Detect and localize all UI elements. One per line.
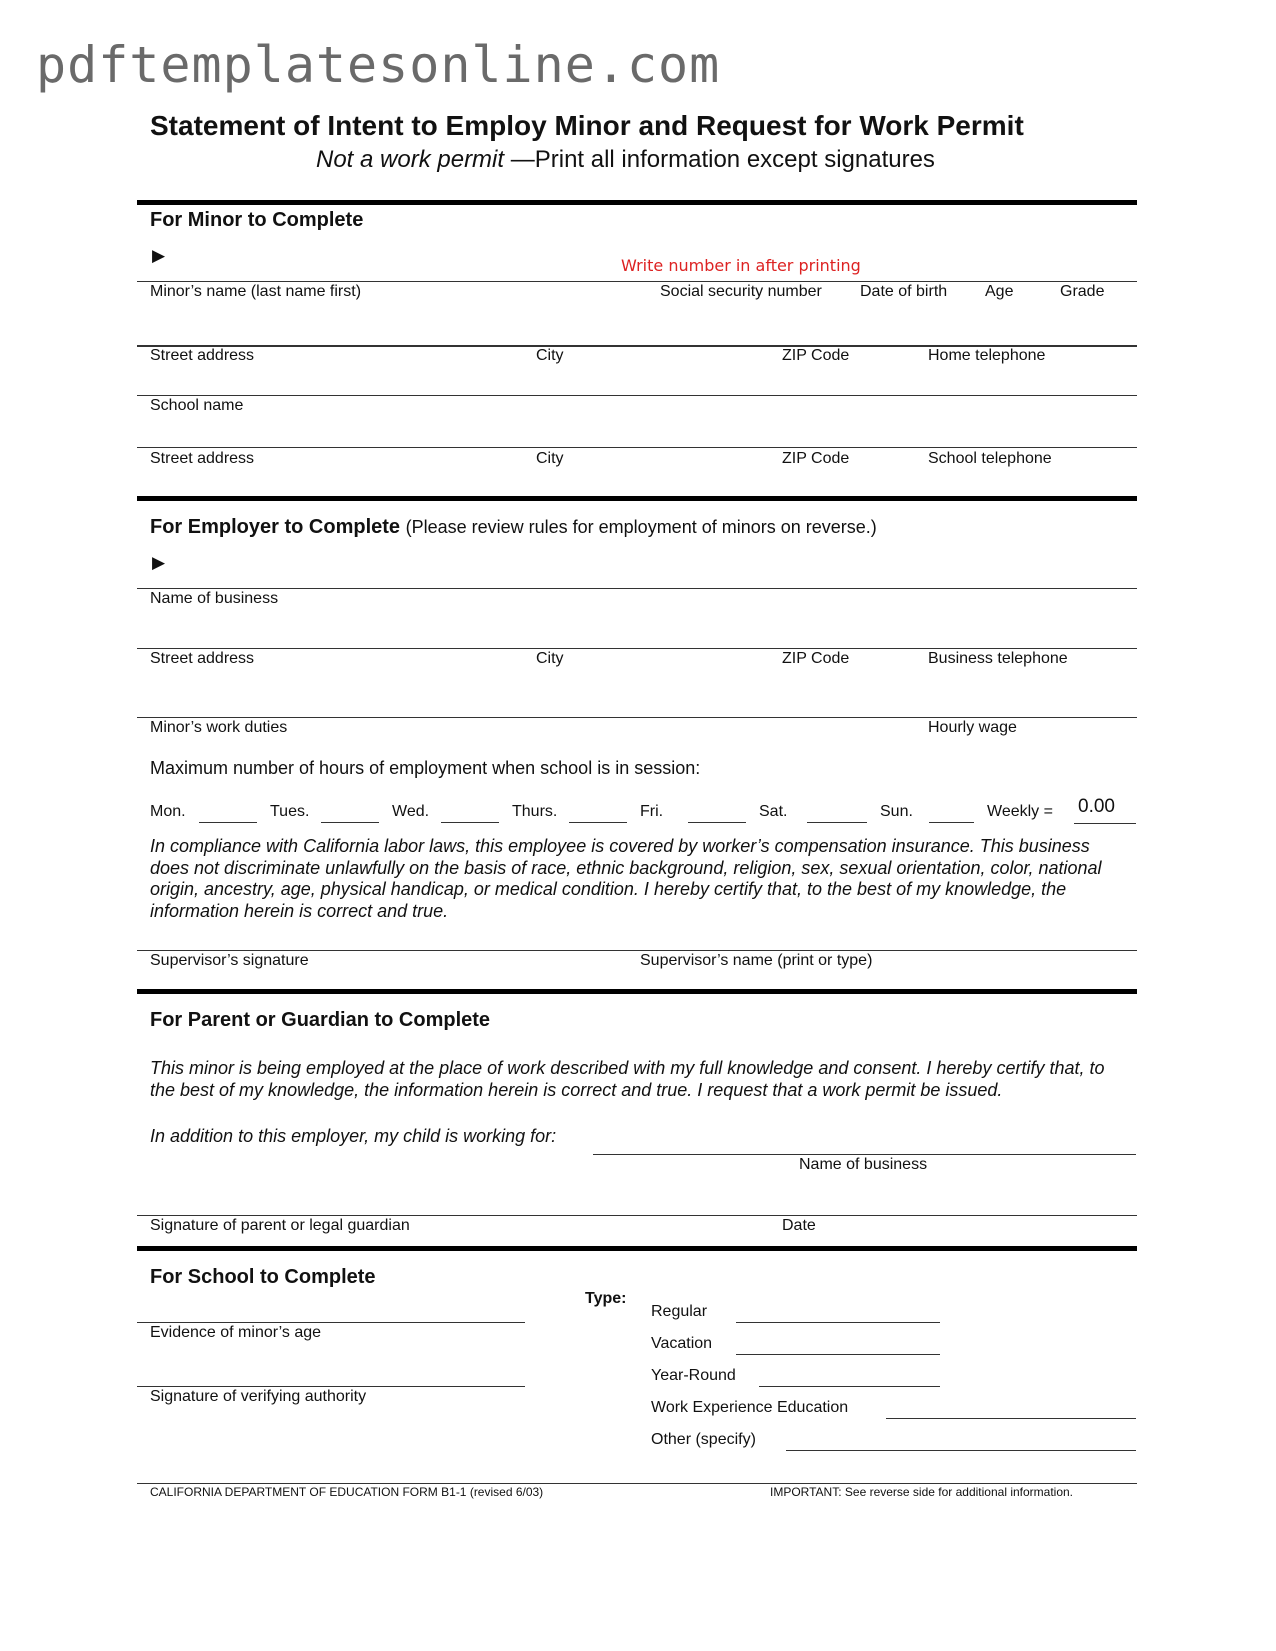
employer-statement: In compliance with California labor laws, this employee is covered by worker’s compensation insurance. This business does not discriminate unlawfully on the basis of race, ethnic background, religion, sex, sexual orientation, color, national origin, ancestry, age, physical handicap, or medical condition. I hereby certify that, to the best of my knowledge, the information herein is correct and true. [150,836,1102,921]
section-divider [137,496,1137,501]
type-year-round-label: Year-Round [651,1367,736,1384]
employer-section-heading [150,516,877,539]
type-wee-field[interactable] [886,1418,1136,1419]
school-name-line[interactable] [137,395,1137,396]
form-subtitle [316,146,935,174]
zip-label: ZIP Code [782,347,850,364]
dob-label: Date of birth [860,283,948,300]
type-other-label: Other (specify) [651,1431,756,1448]
day-label-sat: Sat. [759,803,788,820]
supervisor-line[interactable] [137,950,1137,951]
hours-mon-field[interactable] [199,822,257,823]
day-label-tue: Tues. [270,803,310,820]
section-divider [137,989,1137,994]
hours-fri-field[interactable] [688,822,746,823]
form-title: Statement of Intent to Employ Minor and Request for Work Permit [150,110,1024,141]
employer-heading-text: For Employer to Complete [150,516,401,538]
age-label: Age [985,283,1014,300]
minor-name-label: Minor’s name (last name first) [150,283,362,300]
footer-important-note: IMPORTANT: See reverse side for additional information. [770,1485,1074,1499]
work-duties-label: Minor’s work duties [150,719,288,736]
type-year-round-field[interactable] [759,1386,940,1387]
verifier-line[interactable] [137,1386,525,1387]
type-label: Type: [585,1290,627,1307]
footer-line [137,1483,1137,1484]
hours-wed-field[interactable] [441,822,499,823]
business-zip-label: ZIP Code [782,650,850,667]
section-divider [137,200,1137,205]
watermark: pdftemplatesonline.com [36,36,721,94]
verifier-label: Signature of verifying authority [150,1388,367,1405]
weekly-total-line [1074,823,1136,824]
grade-label: Grade [1060,283,1105,300]
business-city-label: City [536,650,564,667]
employer-heading-note: (Please review rules for employment of minors on reverse.) [405,517,877,537]
type-regular-label: Regular [651,1303,708,1320]
type-other-field[interactable] [786,1450,1136,1451]
school-zip-label: ZIP Code [782,450,850,467]
school-telephone-label: School telephone [928,450,1052,467]
work-duties-line[interactable] [137,717,1137,718]
school-name-label: School name [150,397,244,414]
arrow-icon: ▶ [152,246,166,265]
business-name-label: Name of business [150,590,279,607]
day-label-fri: Fri. [640,803,664,820]
day-label-wed: Wed. [392,803,430,820]
weekly-label: Weekly = [987,803,1053,820]
type-wee-label: Work Experience Education [651,1399,849,1416]
school-address-line[interactable] [137,447,1137,448]
supervisor-name-label: Supervisor’s name (print or type) [640,952,873,969]
hours-tue-field[interactable] [321,822,379,823]
city-label: City [536,347,564,364]
business-telephone-label: Business telephone [928,650,1068,667]
ssn-label: Social security number [660,283,822,300]
day-label-sun: Sun. [880,803,913,820]
subtitle-rest: —Print all information except signatures [504,146,935,173]
ssn-note: Write number in after printing [621,256,861,275]
subtitle-italic: Not a work permit [316,146,505,173]
evidence-line[interactable] [137,1322,525,1323]
arrow-icon: ▶ [152,553,166,572]
business-street-label: Street address [150,650,255,667]
school-section-heading: For School to Complete [150,1266,376,1288]
other-business-label: Name of business [799,1156,928,1173]
type-vacation-label: Vacation [651,1335,713,1352]
also-working-label: In addition to this employer, my child is working for: [150,1126,557,1146]
type-vacation-field[interactable] [736,1354,940,1355]
minor-section-heading: For Minor to Complete [150,209,364,231]
hours-thu-field[interactable] [569,822,627,823]
type-regular-field[interactable] [736,1322,940,1323]
business-address-line[interactable] [137,648,1137,649]
evidence-label: Evidence of minor’s age [150,1324,322,1341]
day-label-thu: Thurs. [512,803,558,820]
minor-name-line[interactable] [137,281,1137,282]
section-divider [137,1246,1137,1251]
other-business-line[interactable] [593,1154,1136,1155]
date-label: Date [782,1217,816,1234]
parent-statement: This minor is being employed at the place of work described with my full knowledge and consent. I hereby certify that, to the best of my knowledge, the information herein is correct and true. I request that a work permit be issued. [150,1058,1105,1100]
parent-signature-label: Signature of parent or legal guardian [150,1217,410,1234]
footer-form-id: CALIFORNIA DEPARTMENT OF EDUCATION FORM B1-1 (revised 6/03) [150,1485,544,1499]
school-city-label: City [536,450,564,467]
school-street-label: Street address [150,450,255,467]
hourly-wage-label: Hourly wage [928,719,1017,736]
weekly-total-value[interactable]: 0.00 [1078,796,1115,817]
street-address-label: Street address [150,347,255,364]
supervisor-signature-label: Supervisor’s signature [150,952,309,969]
hours-sun-field[interactable] [929,822,974,823]
hours-sat-field[interactable] [807,822,867,823]
parent-signature-line[interactable] [137,1215,1137,1216]
business-name-line[interactable] [137,588,1137,589]
day-label-mon: Mon. [150,803,186,820]
hours-heading: Maximum number of hours of employment when school is in session: [150,758,701,778]
parent-section-heading: For Parent or Guardian to Complete [150,1009,491,1031]
home-telephone-label: Home telephone [928,347,1046,364]
